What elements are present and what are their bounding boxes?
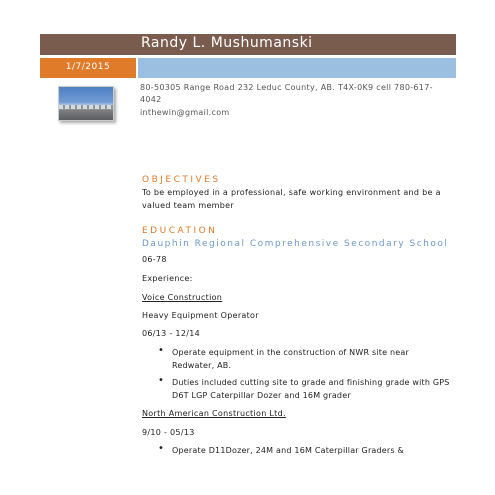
objectives-heading: OBJECTIVES bbox=[142, 175, 221, 185]
date-banner bbox=[40, 58, 136, 78]
job-bullet: Operate equipment in the construction of NWR site near Redwater, AB. bbox=[172, 348, 409, 370]
education-heading: EDUCATION bbox=[142, 226, 218, 236]
education-years: 06-78 bbox=[142, 255, 167, 264]
accent-banner bbox=[138, 58, 456, 78]
bullet-dot-icon: • bbox=[158, 345, 164, 356]
job-bullet: Operate D11Dozer, 24M and 16M Caterpillar Graders & bbox=[172, 446, 404, 455]
resume-date: 1/7/2015 bbox=[65, 62, 111, 72]
name-banner bbox=[40, 34, 456, 55]
profile-photo bbox=[58, 86, 114, 121]
job-bullet: Duties included cutting site to grade and finishing grade with GPS D6T LGP Caterpillar Dozer and 16M grader bbox=[172, 378, 450, 400]
bullet-dot-icon: • bbox=[158, 443, 164, 454]
job-company: North American Construction Ltd. bbox=[142, 409, 286, 418]
job-title: Heavy Equipment Operator bbox=[142, 311, 259, 320]
experience-label: Experience: bbox=[142, 274, 193, 283]
job-dates: 9/10 - 05/13 bbox=[142, 428, 195, 437]
contact-email: inthewin@gmail.com bbox=[140, 108, 230, 117]
job-company: Voice Construction bbox=[142, 293, 223, 302]
photo-vehicles bbox=[59, 105, 113, 109]
bullet-dot-icon: • bbox=[158, 375, 164, 386]
school-name: Dauphin Regional Comprehensive Secondary School bbox=[142, 239, 449, 249]
applicant-name: Randy L. Mushumanski bbox=[141, 35, 313, 51]
objectives-text: To be employed in a professional, safe working environment and be a valued team member bbox=[142, 188, 441, 210]
job-dates: 06/13 - 12/14 bbox=[142, 329, 200, 338]
contact-address: 80-50305 Range Road 232 Leduc County, AB. T4X-0K9 cell 780-617-4042 bbox=[140, 83, 433, 104]
contact-block bbox=[140, 82, 445, 119]
